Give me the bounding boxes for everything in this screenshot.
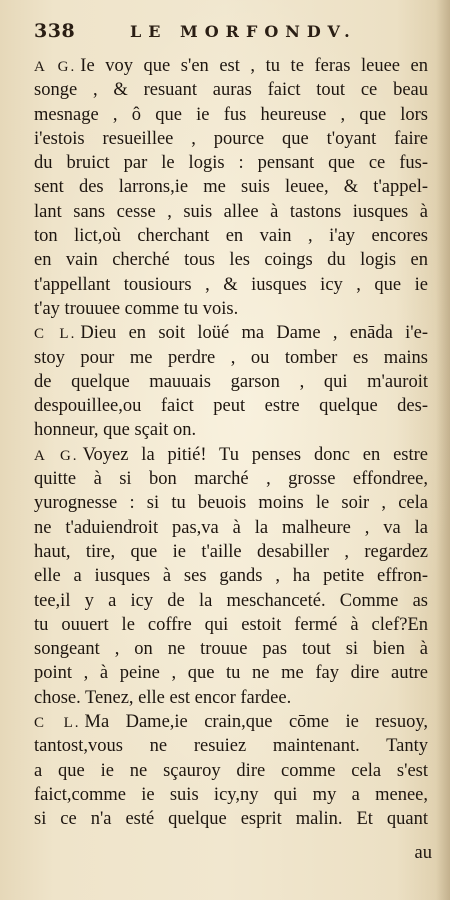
text-line <box>34 394 428 418</box>
line-text: Dieu en soit loüé ma Dame , enāda i'e- <box>80 323 428 344</box>
text-line <box>34 200 428 224</box>
text-line <box>34 686 428 710</box>
text-line <box>34 418 428 442</box>
line-text: tu ouuert le coffre qui estoit fermé à clef?En <box>34 614 428 635</box>
line-text: en vain cherché tous les coings du logis en <box>34 250 428 271</box>
line-text: ne t'aduiendroit pas,va à la malheure , va la <box>34 517 428 538</box>
text-line <box>34 127 428 151</box>
line-text: haut, tire, que ie t'aille desabiller , regardez <box>34 541 428 562</box>
text-line <box>34 734 428 758</box>
line-text: mesnage , ô que ie fus heureuse , que lors <box>34 104 428 125</box>
text-line <box>34 540 428 564</box>
line-text: du bruict par le logis : pensant que ce fus- <box>34 153 428 174</box>
speaker-label: A G. <box>34 447 79 464</box>
text-line <box>34 807 428 831</box>
text-line <box>34 443 428 467</box>
line-text: Ma Dame,ie crain,que cōme ie resuoy, <box>84 712 429 733</box>
line-text: tantost,vous ne resuiez maintenant. Tanty <box>34 736 428 757</box>
line-text: lant sans cesse , suis allee à tastons iusques à <box>34 201 428 222</box>
line-text: t'appellant tousiours , & iusques icy , que ie <box>34 274 428 295</box>
running-title: LE MORFONDV. <box>130 22 357 41</box>
line-text: songeant , on ne trouue pas tout si bien à <box>34 639 428 660</box>
text-line <box>34 175 428 199</box>
text-line <box>34 467 428 491</box>
text-block <box>34 54 428 832</box>
line-text: de quelque mauuais garson , qui m'auroit <box>34 371 428 392</box>
line-text: a que ie ne sçauroy dire comme cela s'est <box>34 760 428 781</box>
catchword: au <box>414 843 432 863</box>
text-line <box>34 321 428 345</box>
speaker-label: A G. <box>34 59 77 75</box>
line-text: si ce n'a esté quelque esprit malin. Et quant <box>34 809 428 830</box>
line-text: t'ay trouuee comme tu vois. <box>34 298 239 319</box>
text-line <box>34 78 428 102</box>
text-line <box>34 273 428 297</box>
text-line <box>34 151 428 175</box>
speaker-label: C L. <box>34 326 77 343</box>
text-line <box>34 346 428 370</box>
text-line <box>34 613 428 637</box>
text-line <box>34 589 428 613</box>
text-line <box>34 224 428 248</box>
page-header <box>34 16 414 48</box>
line-text: tee,il y a icy de la meschanceté. Comme as <box>34 590 428 611</box>
text-line <box>34 564 428 588</box>
text-line <box>34 54 428 78</box>
line-text: Ie voy que s'en est , tu te feras leuee en <box>80 56 429 76</box>
text-line <box>34 759 428 783</box>
line-text: despouillee,ou faict peut estre quelque des- <box>34 396 428 417</box>
text-line <box>34 661 428 685</box>
text-line <box>34 103 428 127</box>
text-line <box>34 710 428 734</box>
line-text: yurognesse : si tu beuois moins le soir , cela <box>34 493 428 514</box>
text-line <box>34 491 428 515</box>
page-gutter-shadow <box>436 0 450 900</box>
text-line <box>34 297 428 321</box>
line-text: ton lict,où cherchant en vain , i'ay encores <box>34 226 428 247</box>
text-line <box>34 370 428 394</box>
line-text: quitte à si bon marché , grosse effondree, <box>34 469 428 490</box>
text-line <box>34 783 428 807</box>
line-text: sent des larrons,ie me suis leuee, & t'appel- <box>34 177 428 198</box>
speaker-label: C L. <box>34 715 81 732</box>
text-line <box>34 637 428 661</box>
line-text: songe , & resuant auras faict tout ce beau <box>34 80 428 101</box>
line-text: Voyez la pitié! Tu penses donc en estre <box>82 444 428 465</box>
line-text: stoy pour me perdre , ou tomber es mains <box>34 347 428 368</box>
line-text: point , à peine , que tu ne me fay dire autre <box>34 663 428 684</box>
page-number: 338 <box>34 20 76 42</box>
line-text: elle a iusques à ses gands , ha petite effron- <box>34 566 428 587</box>
text-line <box>34 248 428 272</box>
line-text: faict,comme ie suis icy,ny qui my a menee, <box>34 784 428 805</box>
line-text: honneur, que sçait on. <box>34 420 197 441</box>
text-line <box>34 516 428 540</box>
line-text: i'estois resueillee , pource que t'oyant faire <box>34 128 428 149</box>
line-text: chose. Tenez, elle est encor fardee. <box>34 687 292 708</box>
